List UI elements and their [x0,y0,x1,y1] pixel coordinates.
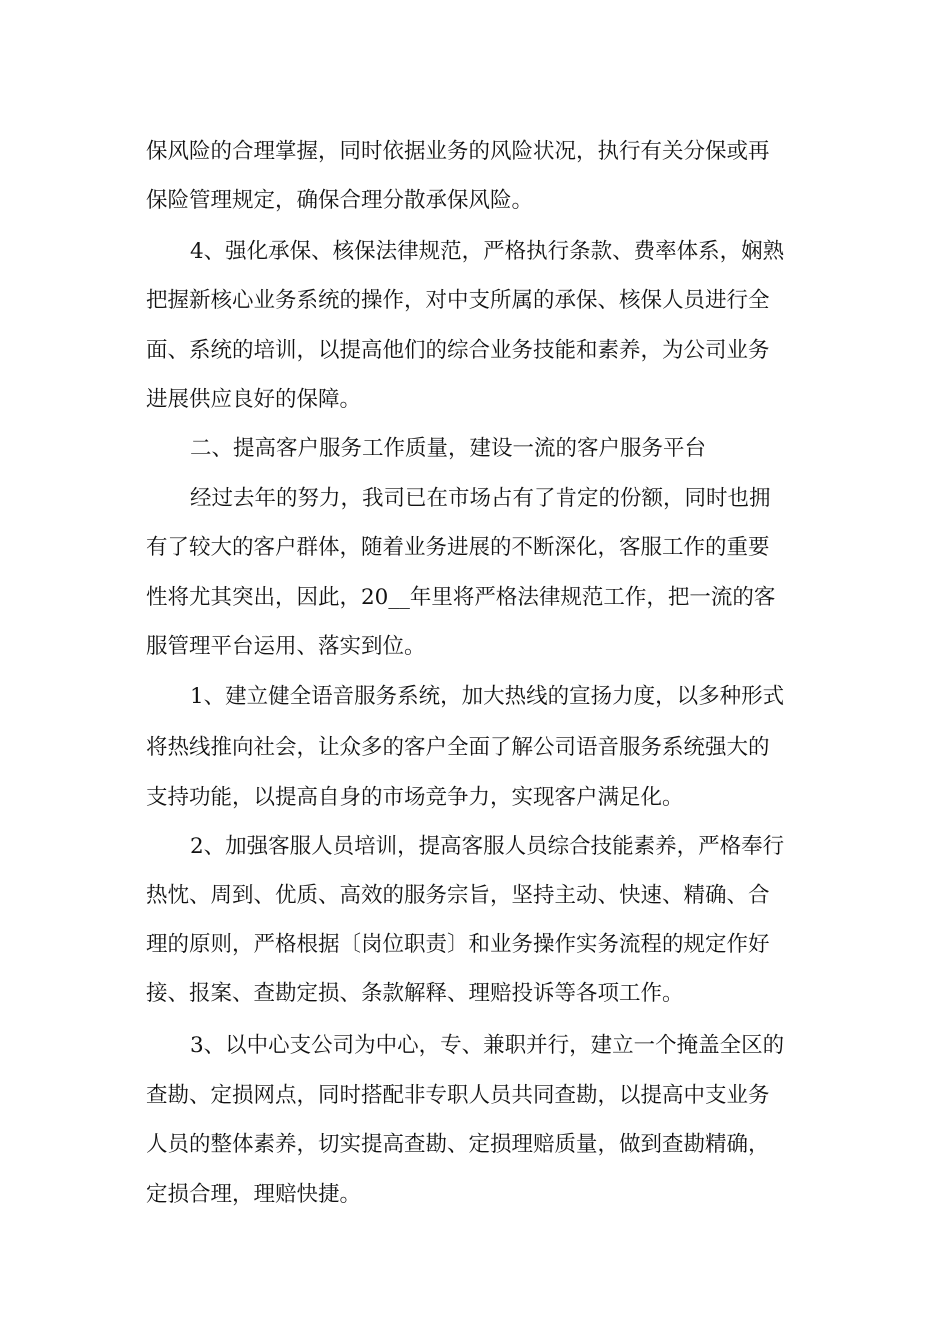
paragraph-first-line: 1、建立健全语音服务系统，加大热线的宣扬力度，以多种形式 [190,684,785,709]
text-line: 接、报案、查勘定损、条款解释、理赔投诉等各项工作。 [146,981,684,1006]
text-line: 人员的整体素养，切实提高查勘、定损理赔质量，做到查勘精确， [146,1132,770,1157]
text-line: 查勘、定损网点，同时搭配非专职人员共同查勘，以提高中支业务 [146,1083,770,1108]
text-line: 定损合理，理赔快捷。 [146,1182,362,1207]
text-line: 进展供应良好的保障。 [146,387,362,412]
section-heading: 二、提高客户服务工作质量，建设一流的客户服务平台 [190,436,707,461]
text-line: 将热线推向社会，让众多的客户全面了解公司语音服务系统强大的 [146,735,770,760]
text-line: 支持功能，以提高自身的市场竞争力，实现客户满足化。 [146,785,684,810]
paragraph-first-line: 3、以中心支公司为中心，专、兼职并行，建立一个掩盖全区的 [190,1033,785,1058]
text-line: 把握新核心业务系统的操作，对中支所属的承保、核保人员进行全 [146,288,770,313]
text-line: 热忱、周到、优质、高效的服务宗旨，坚持主动、快速、精确、合 [146,883,770,908]
paragraph-first-line: 经过去年的努力，我司已在市场占有了肯定的份额，同时也拥 [190,486,771,511]
paragraph-first-line: 2、加强客服人员培训，提高客服人员综合技能素养，严格奉行 [190,834,785,859]
text-line: 有了较大的客户群体，随着业务进展的不断深化，客服工作的重要 [146,535,770,560]
text-line: 保风险的合理掌握，同时依据业务的风险状况，执行有关分保或再 [146,139,770,164]
paragraph-first-line: 4、强化承保、核保法律规范，严格执行条款、费率体系，娴熟 [190,239,785,264]
text-line: 性将尤其突出，因此，20__年里将严格法律规范工作，把一流的客 [146,585,776,610]
text-line: 理的原则，严格根据〔岗位职责〕和业务操作实务流程的规定作好 [146,932,770,957]
text-line: 保险管理规定，确保合理分散承保风险。 [146,188,534,213]
text-line: 面、系统的培训，以提高他们的综合业务技能和素养，为公司业务 [146,338,770,363]
text-line: 服管理平台运用、落实到位。 [146,634,426,659]
